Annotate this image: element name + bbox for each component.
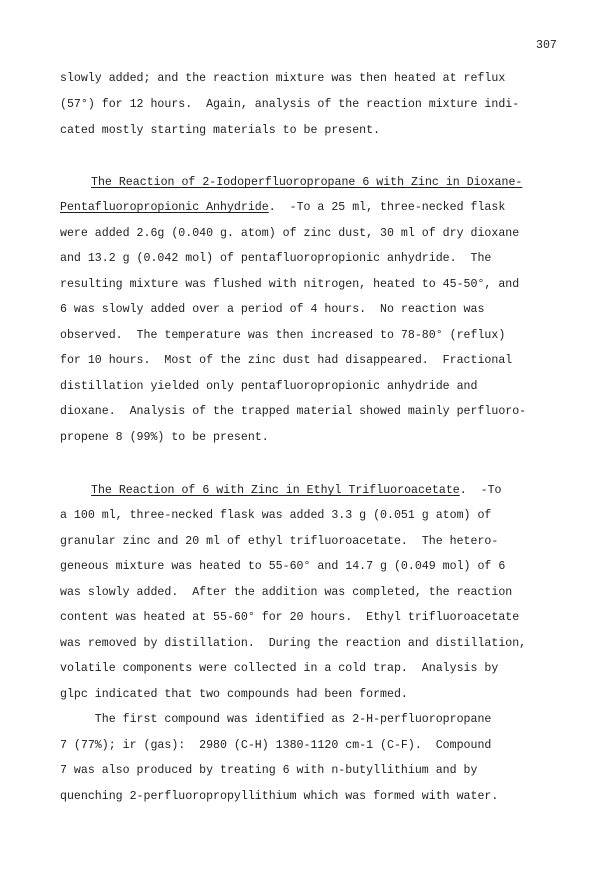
- text-line: was removed by distillation. During the reaction and distillation,: [60, 637, 527, 650]
- text-line: slowly added; and the reaction mixture was then heated at reflux: [60, 72, 506, 85]
- text-line: were added 2.6g (0.040 g. atom) of zinc dust, 30 ml of dry dioxane: [60, 227, 520, 240]
- text-line: and 13.2 g (0.042 mol) of pentafluoropropionic anhydride. The: [60, 252, 492, 265]
- text-line: cated mostly starting materials to be present.: [60, 124, 381, 137]
- section-heading-text: Pentafluoropropionic Anhydride: [60, 201, 269, 214]
- text-line: a 100 ml, three-necked flask was added 3.3 g (0.051 g atom) of: [60, 509, 492, 522]
- text-line: geneous mixture was heated to 55-60° and 14.7 g (0.049 mol) of 6: [60, 560, 506, 573]
- heading-tail: . -To a 25 ml, three-necked flask: [268, 201, 506, 214]
- page-number: 307: [536, 39, 557, 52]
- text-line: for 10 hours. Most of the zinc dust had disappeared. Fractional: [60, 354, 513, 367]
- text-line: resulting mixture was flushed with nitrogen, heated to 45-50°, and: [60, 278, 520, 291]
- text-line: was slowly added. After the addition was completed, the reaction: [60, 586, 513, 599]
- text-line: distillation yielded only pentafluoropropionic anhydride and: [60, 380, 478, 393]
- text-line: 7 (77%); ir (gas): 2980 (C-H) 1380-1120 cm-1 (C-F). Compound: [60, 739, 492, 752]
- text-line: 6 was slowly added over a period of 4 hours. No reaction was: [60, 303, 485, 316]
- section-heading: [91, 176, 522, 190]
- text-line: volatile components were collected in a cold trap. Analysis by: [60, 662, 499, 675]
- heading-tail: . -To: [459, 484, 502, 497]
- text-line: content was heated at 55-60° for 20 hours. Ethyl trifluoroacetate: [60, 611, 520, 624]
- section-heading-text: The Reaction of 2-Iodoperfluoropropane 6 with Zinc in Dioxane-: [91, 176, 523, 189]
- text-line: quenching 2-perfluoropropyllithium which was formed with water.: [60, 790, 499, 803]
- text-line: observed. The temperature was then increased to 78-80° (reflux): [60, 329, 506, 342]
- section-heading-text: The Reaction of 6 with Zinc in Ethyl Trifluoroacetate: [91, 484, 460, 497]
- text-line: dioxane. Analysis of the trapped material showed mainly perfluoro-: [60, 405, 527, 418]
- text-line: glpc indicated that two compounds had been formed.: [60, 688, 408, 701]
- section-heading: [91, 484, 502, 498]
- section-heading-continued: [60, 201, 505, 215]
- text-line: 7 was also produced by treating 6 with n-butyllithium and by: [60, 764, 478, 777]
- text-line: propene 8 (99%) to be present.: [60, 431, 269, 444]
- text-line: The first compound was identified as 2-H-perfluoropropane: [60, 713, 492, 726]
- text-line: granular zinc and 20 ml of ethyl trifluoroacetate. The hetero-: [60, 535, 499, 548]
- text-line: (57°) for 12 hours. Again, analysis of the reaction mixture indi-: [60, 98, 520, 111]
